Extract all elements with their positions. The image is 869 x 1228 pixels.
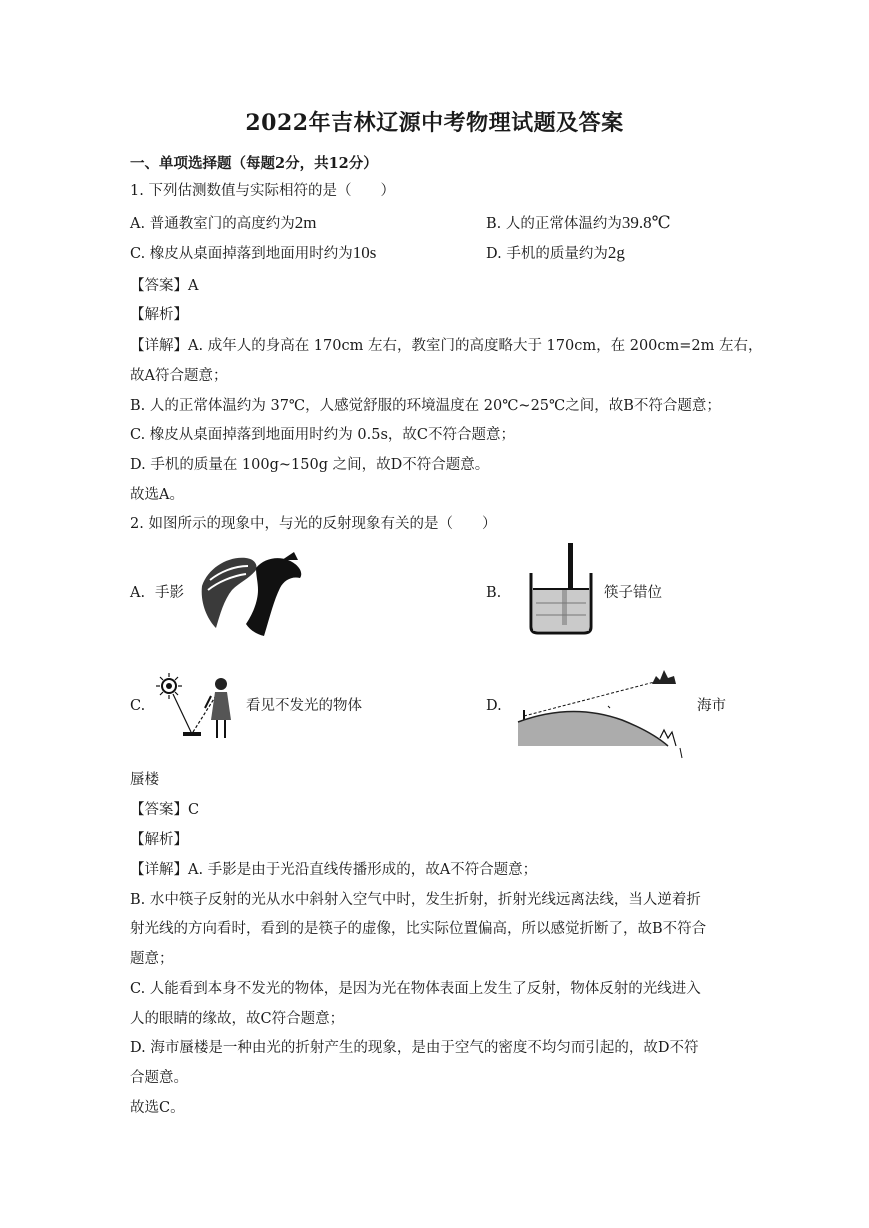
- q1-option-a: [130, 214, 316, 233]
- q1-option-b-value: 39.8℃: [621, 213, 671, 232]
- q2-answer: 【答案】C: [130, 802, 200, 818]
- q2-option-d-text: 海市: [697, 698, 726, 714]
- q2-option-c-letter: C.: [130, 698, 146, 714]
- q2-detail-line: 合题意。: [130, 1070, 188, 1086]
- mirage-image: [512, 662, 686, 760]
- q1-option-d: [486, 244, 625, 263]
- q1-option-c-text: C. 橡皮从桌面掉落到地面用时约为: [130, 246, 353, 262]
- q1-detail-line: 故选A。: [130, 487, 184, 503]
- q2-option-b-text: 筷子错位: [604, 585, 662, 601]
- q1-answer: 【答案】A: [130, 278, 199, 294]
- q1-detail-line: D. 手机的质量在 100g~150g 之间，故D不符合题意。: [130, 457, 490, 473]
- q1-detail-line: 故A符合题意；: [130, 368, 228, 384]
- q2-detail-line: C. 人能看到本身不发光的物体，是因为光在物体表面上发生了反射，物体反射的光线进入: [130, 981, 701, 997]
- q2-detail-line: 【详解】A. 手影是由于光沿直线传播形成的，故A不符合题意；: [130, 862, 538, 878]
- q2-analysis-label: 【解析】: [130, 832, 188, 848]
- q1-option-d-text: D. 手机的质量约为: [486, 246, 608, 262]
- q2-detail-line: B. 水中筷子反射的光从水中斜射入空气中时，发生折射，折射光线远离法线，当人逆着折: [130, 892, 701, 908]
- q1-option-b-text: B. 人的正常体温约为: [486, 216, 622, 232]
- chopstick-in-water-image: [528, 543, 594, 635]
- hand-shadow-image: [198, 550, 308, 642]
- q2-detail-line: D. 海市蜃楼是一种由光的折射产生的现象，是由于空气的密度不均匀而引起的，故D不符: [130, 1040, 699, 1056]
- q2-option-c-text: 看见不发光的物体: [246, 698, 362, 714]
- q1-option-a-value: 2m: [294, 213, 317, 232]
- q2-detail-line: 人的眼睛的缘故，故C符合题意；: [130, 1011, 345, 1027]
- q1-detail-line: 【详解】A. 成年人的身高在 170cm 左右，教室门的高度略大于 170cm，在 200cm=2m 左右，: [130, 338, 763, 354]
- q1-option-a-text: A. 普通教室门的高度约为: [130, 216, 295, 232]
- q2-detail-line: 故选C。: [130, 1100, 185, 1116]
- sun-girl-reflection-image: [155, 670, 243, 744]
- section-heading: 一、单项选择题（每题2分，共12分）: [130, 155, 378, 172]
- q2-option-a-letter: A.: [130, 585, 146, 601]
- q1-analysis-label: 【解析】: [130, 307, 188, 323]
- q2-option-a-text: 手影: [155, 585, 184, 601]
- page-title: 2022年吉林辽源中考物理试题及答案: [245, 110, 624, 136]
- q1-detail-line: C. 橡皮从桌面掉落到地面用时约为 0.5s，故C不符合题意；: [130, 427, 515, 443]
- q2-detail-line: 题意；: [130, 951, 174, 967]
- q2-option-b-letter: B.: [486, 585, 502, 601]
- q2-detail-line: 射光线的方向看时，看到的是筷子的虚像，比实际位置偏高，所以感觉折断了，故B不符合: [130, 921, 707, 937]
- q2-option-d-text-continued: 蜃楼: [130, 772, 159, 788]
- q1-option-c: [130, 244, 376, 263]
- q2-option-d-letter: D.: [486, 698, 502, 714]
- q1-option-c-value: 10s: [352, 243, 377, 262]
- q1-detail-line: B. 人的正常体温约为 37℃，人感觉舒服的环境温度在 20℃~25℃之间，故B不符合题意；: [130, 398, 721, 414]
- q2-stem: 2. 如图所示的现象中，与光的反射现象有关的是（ ）: [130, 516, 497, 532]
- q1-option-d-value: 2g: [607, 243, 625, 262]
- q1-option-b: [486, 214, 671, 233]
- q1-stem: 1. 下列估测数值与实际相符的是（ ）: [130, 183, 395, 199]
